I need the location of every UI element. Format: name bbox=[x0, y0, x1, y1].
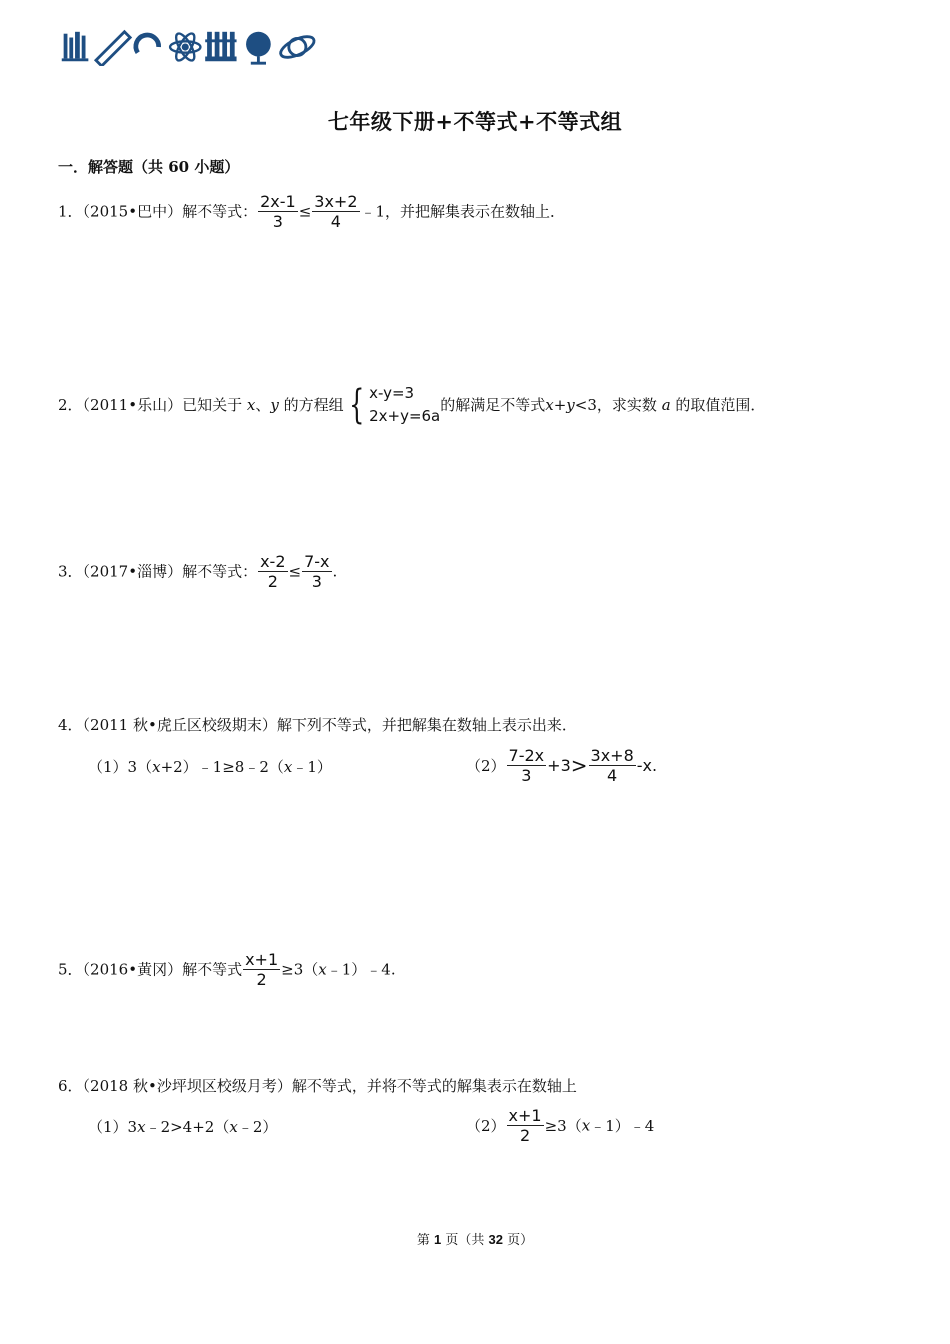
q6-s2-var-x: x bbox=[581, 1116, 591, 1135]
magnet-icon bbox=[136, 35, 159, 53]
page-title: 七年级下册+不等式+不等式组 bbox=[327, 109, 623, 134]
q4-f2-denominator: 4 bbox=[607, 766, 618, 785]
q3-fraction-left bbox=[258, 552, 287, 591]
globe-icon bbox=[246, 32, 271, 63]
q2-prefix: 2．（2011•乐山）已知关于 bbox=[58, 396, 243, 414]
books-icon bbox=[62, 32, 89, 61]
footer-page-number: 1 bbox=[434, 1232, 442, 1247]
q6-s2-text-1: ≥3（ bbox=[544, 1117, 582, 1135]
q4-f2-numerator: 3x+8 bbox=[590, 746, 634, 765]
question-2 bbox=[58, 382, 765, 428]
q5-text-2: ﹣1）﹣4. bbox=[326, 960, 396, 979]
page-footer bbox=[0, 1229, 950, 1248]
q1-operator: ≤ bbox=[298, 202, 312, 221]
question-6: 6．（2018 秋•沙坪坝区校级月考）解不等式，并将不等式的解集表示在数轴上 bbox=[58, 1077, 577, 1095]
q2-var-y: y bbox=[270, 396, 279, 414]
q6-sub-1 bbox=[88, 1116, 277, 1137]
q4-s1-b: +2）﹣1≥8﹣2（ bbox=[160, 758, 284, 776]
q4-s1-x2: x bbox=[283, 758, 293, 776]
q1-f1-denominator: 3 bbox=[272, 212, 283, 231]
q4-s1-c: ﹣1） bbox=[292, 758, 332, 776]
q6-s2-prefix: （2） bbox=[466, 1117, 506, 1135]
q1-f2-numerator: 3x+2 bbox=[314, 192, 358, 211]
question-1 bbox=[58, 192, 565, 231]
q3-f1-denominator: 2 bbox=[267, 572, 278, 591]
brace-icon: { bbox=[348, 382, 364, 428]
q4-sub-2 bbox=[466, 746, 657, 785]
q4-f1-numerator: 7-2x bbox=[508, 746, 545, 765]
q4-operator: > bbox=[570, 753, 588, 778]
header-icons bbox=[55, 28, 325, 66]
question-4: 4．（2011 秋•虎丘区校级期末）解下列不等式，并把解集在数轴上表示出来． bbox=[58, 716, 577, 734]
q3-f1-numerator: x-2 bbox=[260, 552, 286, 571]
planet-icon bbox=[278, 32, 317, 61]
q2-text-2: <3，求实数 bbox=[574, 396, 657, 414]
q1-suffix: ﹣1，并把解集表示在数轴上． bbox=[360, 202, 566, 221]
q2-inequality-expr: x+y bbox=[545, 396, 575, 414]
q4-s2-prefix: （2） bbox=[466, 757, 506, 775]
q2-text-3: 的取值范围． bbox=[675, 396, 766, 414]
q2-separator: 、 bbox=[255, 396, 271, 414]
atom-icon bbox=[170, 31, 200, 63]
q2-eq-row-1: x-y=3 bbox=[369, 384, 415, 402]
q1-prefix: 1．（2015•巴中）解不等式： bbox=[58, 202, 258, 221]
footer-text-a: 第 bbox=[416, 1233, 435, 1248]
q2-equation-system bbox=[344, 382, 441, 428]
q1-fraction-left bbox=[258, 192, 298, 231]
q4-s1-x: x bbox=[152, 758, 161, 776]
q4-sub-1 bbox=[88, 756, 332, 777]
q5-text-1: ≥3（ bbox=[281, 960, 319, 979]
q6-s1-b: ﹣2>4+2（ bbox=[145, 1118, 230, 1136]
q4-suffix: -x. bbox=[636, 756, 658, 775]
q5-var-x: x bbox=[318, 960, 327, 979]
q1-f1-numerator: 2x-1 bbox=[260, 192, 296, 211]
q3-f2-numerator: 7-x bbox=[304, 552, 330, 571]
q6-s1-x2: x bbox=[229, 1118, 238, 1136]
q1-fraction-right bbox=[312, 192, 359, 231]
q4-s1-a: （1）3（ bbox=[88, 758, 153, 776]
q3-suffix: . bbox=[332, 562, 338, 581]
section-heading: 一．解答题（共 60 小题） bbox=[58, 158, 240, 176]
question-3 bbox=[58, 552, 337, 591]
q6-denominator: 2 bbox=[519, 1126, 531, 1145]
q4-fraction-left bbox=[507, 746, 547, 785]
q6-s1-a: （1）3 bbox=[88, 1118, 138, 1136]
q6-s1-c: ﹣2） bbox=[237, 1118, 278, 1136]
q6-s2-text-2: ﹣1）﹣4 bbox=[590, 1117, 655, 1135]
question-5 bbox=[58, 950, 396, 989]
q5-numerator: x+1 bbox=[245, 950, 279, 969]
q3-f2-denominator: 3 bbox=[311, 572, 322, 591]
q5-fraction bbox=[243, 950, 280, 989]
footer-total-pages: 32 bbox=[488, 1232, 503, 1247]
q4-f1-denominator: 3 bbox=[521, 766, 532, 785]
q2-eq-row-2: 2x+y=6a bbox=[369, 407, 441, 425]
q6-numerator: x+1 bbox=[508, 1106, 542, 1125]
footer-text-c: 页） bbox=[502, 1233, 534, 1248]
q2-var-a: a bbox=[661, 396, 671, 414]
q6-sub-2 bbox=[466, 1106, 654, 1145]
q2-text-1: 的解满足不等式 bbox=[440, 396, 546, 414]
q6-fraction bbox=[507, 1106, 544, 1145]
q3-operator: ≤ bbox=[288, 562, 302, 581]
test-tubes-icon bbox=[205, 32, 236, 61]
q2-mid-text: 的方程组 bbox=[283, 396, 344, 414]
footer-text-b: 页（共 bbox=[441, 1233, 489, 1248]
q5-denominator: 2 bbox=[256, 970, 267, 989]
q3-prefix: 3．（2017•淄博）解不等式： bbox=[58, 562, 258, 581]
q2-var-x: x bbox=[246, 396, 256, 414]
q4-mid: +3 bbox=[547, 756, 571, 775]
q4-fraction-right bbox=[589, 746, 636, 785]
q6-s1-x: x bbox=[137, 1118, 146, 1136]
q3-fraction-right bbox=[302, 552, 331, 591]
ruler-icon bbox=[96, 32, 130, 66]
q5-prefix: 5．（2016•黄冈）解不等式 bbox=[58, 960, 243, 979]
q1-f2-denominator: 4 bbox=[330, 212, 341, 231]
